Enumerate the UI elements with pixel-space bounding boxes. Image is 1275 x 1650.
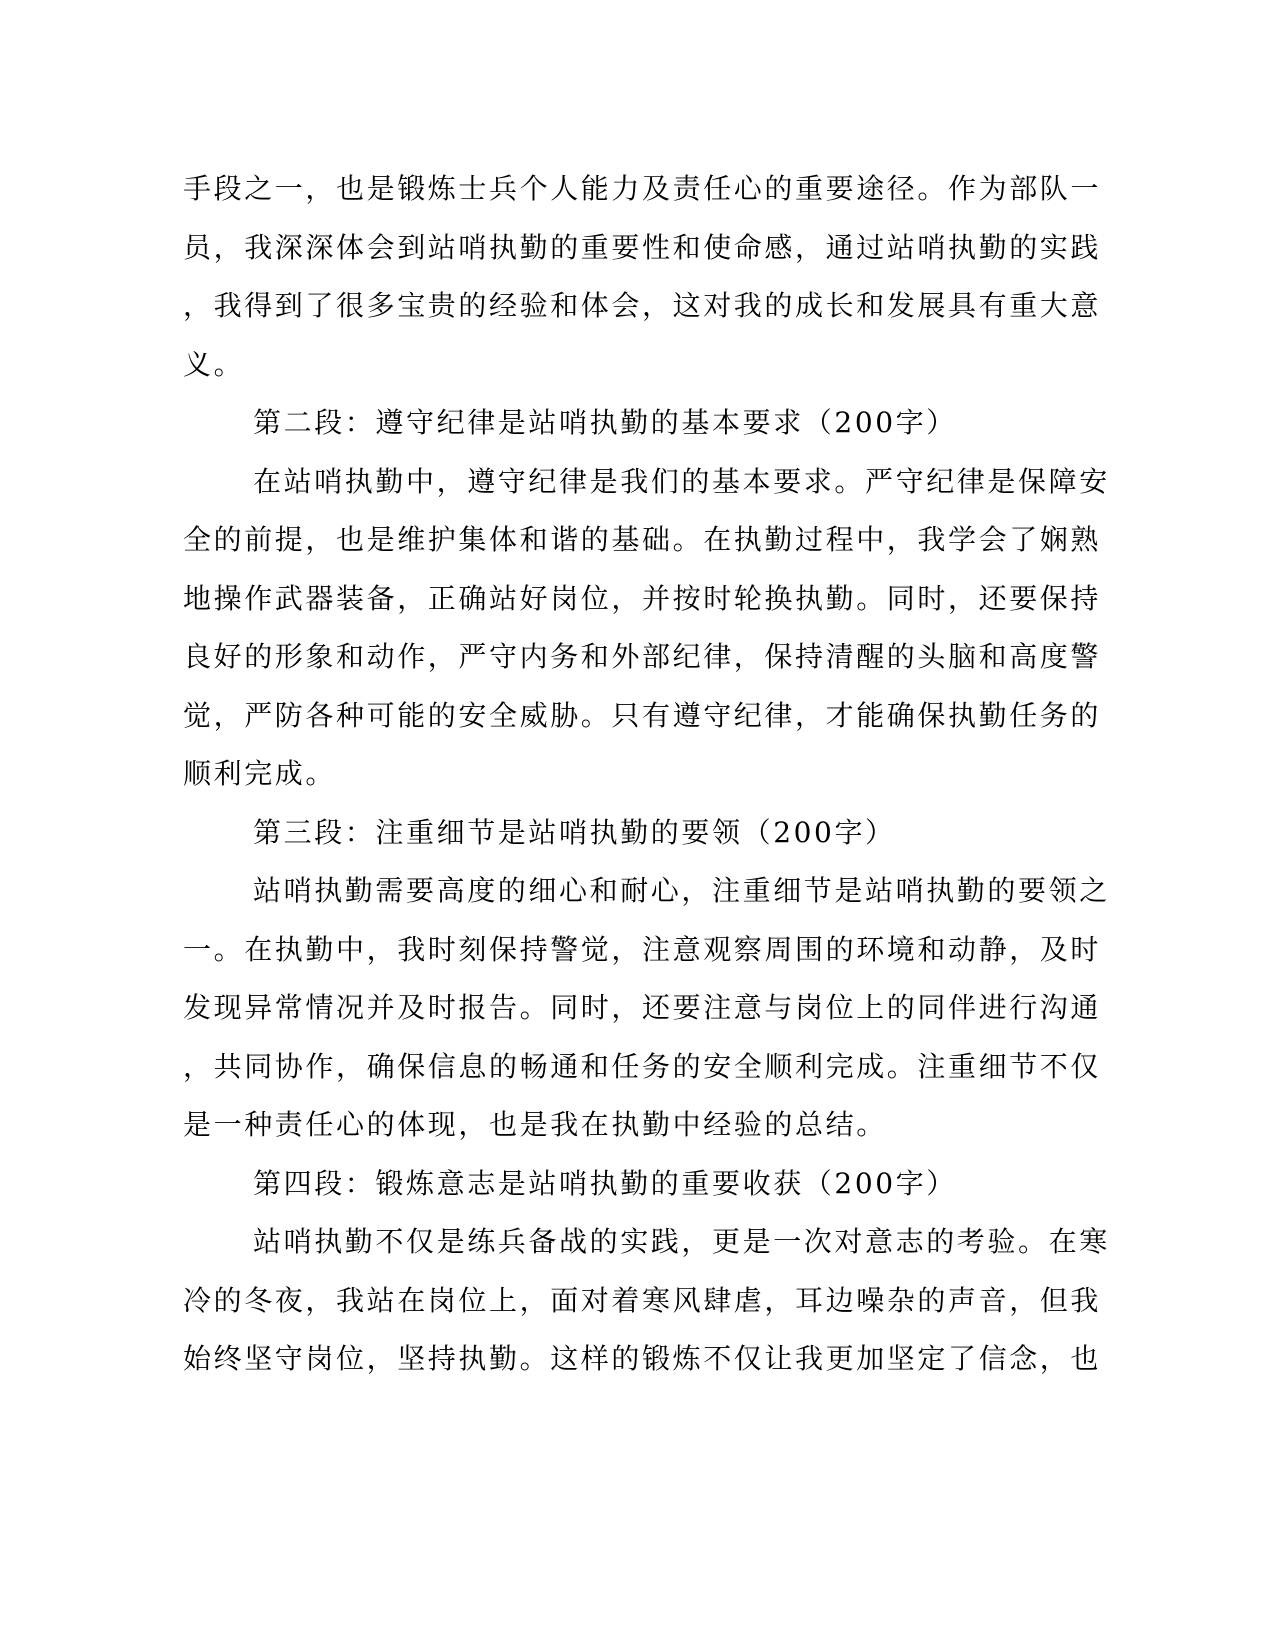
section-heading-4: 第四段：锻炼意志是站哨执勤的重要收获（200字） — [253, 1166, 957, 1200]
text-line: 是一种责任心的体现，也是我在执勤中经验的总结。 — [183, 1108, 887, 1141]
text-line: 顺利完成。 — [183, 757, 337, 790]
section-heading-3: 第三段：注重细节是站哨执勤的要领（200字） — [253, 815, 896, 849]
text-line: 一。在执勤中，我时刻保持警觉，注意观察周围的环境和动静，及时 — [183, 932, 1102, 966]
text-line: 冷的冬夜，我站在岗位上，面对着寒风肆虐，耳边噪杂的声音，但我 — [183, 1283, 1102, 1317]
text-line: 站哨执勤不仅是练兵备战的实践，更是一次对意志的考验。在寒 — [253, 1225, 1110, 1258]
text-line: 义。 — [183, 347, 245, 381]
text-line: 全的前提，也是维护集体和谐的基础。在执勤过程中，我学会了娴熟 — [183, 523, 1102, 556]
text-line: ，我得到了很多宝贵的经验和体会，这对我的成长和发展具有重大意 — [183, 289, 1102, 322]
document-body — [183, 160, 1110, 1389]
text-line: 良好的形象和动作，严守内务和外部纪律，保持清醒的头脑和高度警 — [183, 640, 1102, 673]
text-line: 站哨执勤需要高度的细心和耐心，注重细节是站哨执勤的要领之 — [253, 874, 1110, 907]
text-line: 在站哨执勤中，遵守纪律是我们的基本要求。严守纪律是保障安 — [253, 464, 1110, 498]
text-line: 觉，严防各种可能的安全威胁。只有遵守纪律，才能确保执勤任务的 — [183, 698, 1102, 732]
text-line: 地操作武器装备，正确站好岗位，并按时轮换执勤。同时，还要保持 — [183, 581, 1102, 615]
text-line: 发现异常情况并及时报告。同时，还要注意与岗位上的同伴进行沟通 — [183, 991, 1102, 1024]
section-heading-2: 第二段：遵守纪律是站哨执勤的基本要求（200字） — [253, 406, 957, 439]
text-line: 始终坚守岗位，坚持执勤。这样的锻炼不仅让我更加坚定了信念，也 — [183, 1342, 1102, 1375]
text-line: ，共同协作，确保信息的畅通和任务的安全顺利完成。注重细节不仅 — [183, 1049, 1102, 1083]
text-line: 员，我深深体会到站哨执勤的重要性和使命感，通过站哨执勤的实践 — [183, 230, 1102, 264]
text-line: 手段之一，也是锻炼士兵个人能力及责任心的重要途径。作为部队一 — [183, 172, 1102, 205]
